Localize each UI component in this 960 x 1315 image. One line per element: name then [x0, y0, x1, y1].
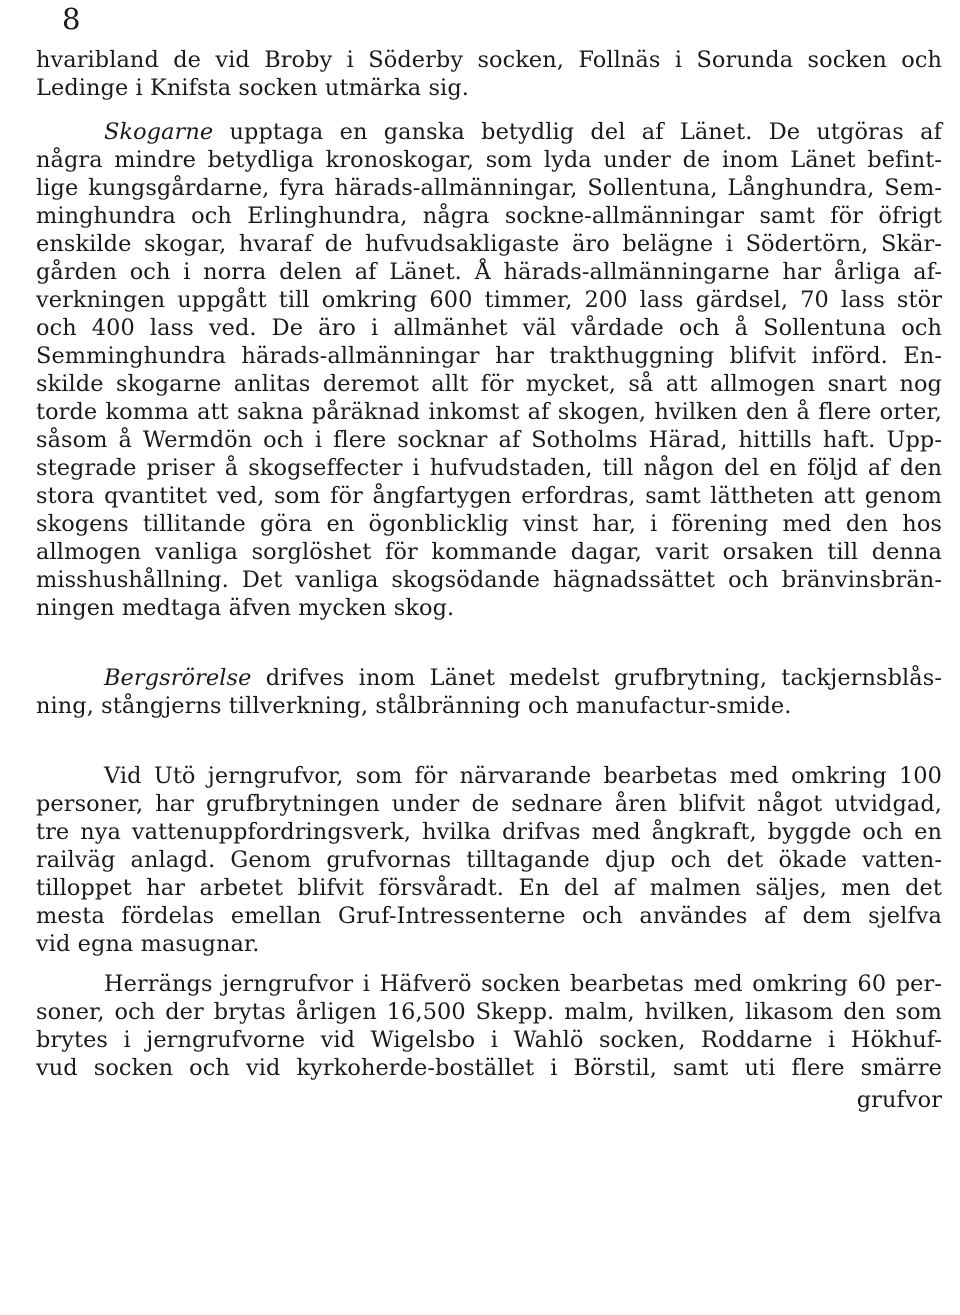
text-line-rest: upptaga en ganska betydlig del af Länet. De utgöras af: [213, 119, 942, 145]
text-line: Ledinge i Knifsta socken utmärka sig.: [36, 75, 469, 101]
paragraph-lead: Bergsrörelse: [104, 665, 252, 691]
text-line: vid egna masugnar.: [36, 931, 260, 957]
text-line: gården och i norra delen af Länet. Å härads-allmänningarne har årliga af-: [36, 259, 942, 285]
text-line: verkningen uppgått till omkring 600 timmer, 200 lass gärdsel, 70 lass stör: [36, 287, 942, 313]
text-line: tre nya vattenuppfordringsverk, hvilka drifvas med ångkraft, byggde och en: [36, 819, 942, 845]
text-line: Semminghundra härads-allmänningar har trakthuggning blifvit införd. En-: [36, 343, 942, 369]
text-line: ning, stångjerns tillverkning, stålbränning och manufactur-smide.: [36, 693, 792, 719]
text-line: ningen medtaga äfven mycken skog.: [36, 595, 455, 621]
text-line: soner, och der brytas årligen 16,500 Skepp. malm, hvilken, likasom den som: [36, 999, 942, 1025]
text-line: enskilde skogar, hvaraf de hufvudsakligaste äro belägne i Södertörn, Skär-: [36, 231, 942, 257]
text-line: lige kungsgårdarne, fyra härads-allmänningar, Sollentuna, Långhundra, Sem-: [36, 175, 942, 201]
text-line: vud socken och vid kyrkoherde-bostället i Börstil, samt uti flere smärre: [36, 1055, 942, 1081]
paragraph-first-line: [104, 118, 942, 146]
text-line: några mindre betydliga kronoskogar, som lyda under de inom Länet befint-: [36, 147, 942, 173]
text-line: allmogen vanliga sorglöshet för kommande dagar, varit orsaken till denna: [36, 539, 942, 565]
text-line-rest: drifves inom Länet medelst grufbrytning, tackjernsblås-: [251, 665, 942, 691]
text-line: såsom å Wermdön och i flere socknar af Sotholms Härad, hittills haft. Upp-: [36, 427, 942, 453]
text-line: och 400 lass ved. De äro i allmänhet väl vårdade och å Sollentuna och: [36, 315, 942, 341]
text-line: hvaribland de vid Broby i Söderby socken, Follnäs i Sorunda socken och: [36, 47, 942, 73]
text-line: stora qvantitet ved, som för ångfartygen erfordras, samt lättheten att genom: [36, 483, 942, 509]
paragraph-first-line: Vid Utö jerngrufvor, som för närvarande bearbetas med omkring 100: [104, 763, 942, 789]
text-line: skilde skogarne anlitas deremot allt för mycket, så att allmogen snart nog: [36, 371, 942, 397]
paragraph-lead: Skogarne: [104, 119, 214, 145]
text-line: minghundra och Erlinghundra, några sockne-allmänningar samt för öfrigt: [36, 203, 942, 229]
paragraph-first-line: Herrängs jerngrufvor i Häfverö socken bearbetas med omkring 60 per-: [104, 971, 942, 997]
text-line: railväg anlagd. Genom grufvornas tilltagande djup och det ökade vatten-: [36, 847, 942, 873]
paragraph-first-line: [104, 664, 942, 692]
text-line: personer, har grufbrytningen under de sednare åren blifvit något utvidgad,: [36, 791, 942, 817]
text-line: misshushållning. Det vanliga skogsödande hägnadssättet och bränvinsbrän-: [36, 567, 942, 593]
text-line: torde komma att sakna påräknad inkomst af skogen, hvilken den å flere orter,: [36, 399, 942, 425]
page-number: 8: [62, 2, 81, 36]
text-line: skogens tillitande göra en ögonblicklig vinst har, i förening med den hos: [36, 511, 942, 537]
text-line: stegrade priser å skogseffecter i hufvudstaden, till någon del en följd af den: [36, 455, 942, 481]
catchword: grufvor: [856, 1087, 942, 1113]
text-line: tilloppet har arbetet blifvit försvåradt. En del af malmen säljes, men det: [36, 875, 942, 901]
text-line: brytes i jerngrufvorne vid Wigelsbo i Wahlö socken, Roddarne i Hökhuf-: [36, 1027, 942, 1053]
text-line: mesta fördelas emellan Gruf-Intressenterne och användes af dem sjelfva: [36, 903, 942, 929]
